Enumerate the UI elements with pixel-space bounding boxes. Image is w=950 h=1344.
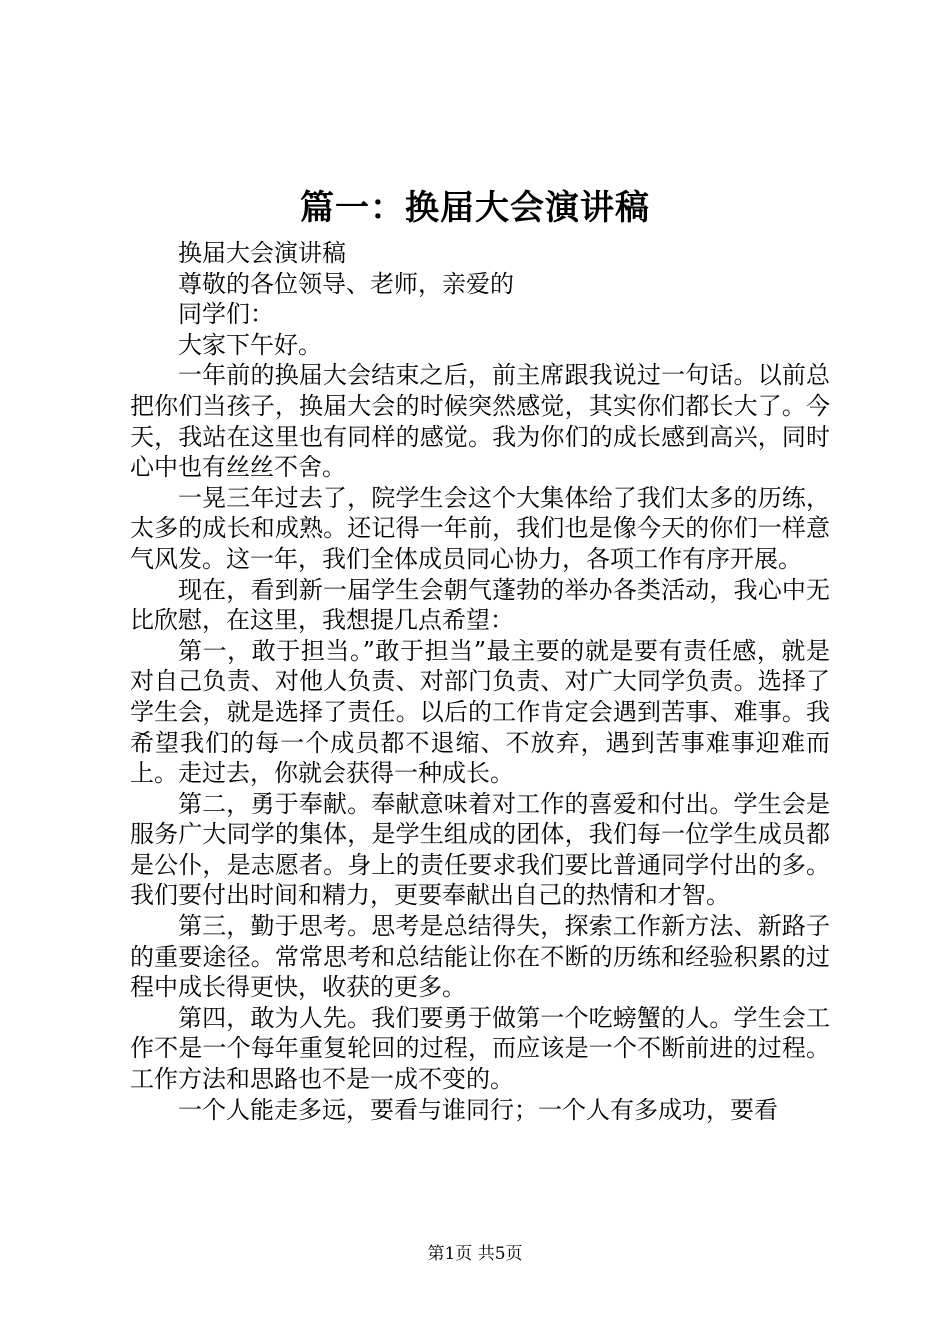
paragraph: 一个人能走多远，要看与谁同行；一个人有多成功，要看 [178,1095,778,1124]
paragraph: 第四，敢为人先。我们要勇于做第一个吃螃蟹的人。学生会工作不是一个每年重复轮回的过程，而应该是一个不断前进的过程。工作方法和思路也不是一成不变的。 [130,1003,830,1094]
document-body [130,238,830,1125]
paragraph: 同学们： [178,300,274,329]
paragraph: 尊敬的各位领导、老师，亲爱的 [178,269,514,298]
paragraph: 一晃三年过去了，院学生会这个大集体给了我们太多的历练，太多的成长和成熟。还记得一年前，我们也是像今天的你们一样意气风发。这一年，我们全体成员同心协力，各项工作有序开展。 [130,483,830,573]
paragraph: 现在，看到新一届学生会朝气蓬勃的举办各类活动，我心中无比欣慰，在这里，我想提几点希望： [130,575,830,635]
paragraph: 第一，敢于担当。”敢于担当”最主要的就是要有责任感，就是对自己负责、对他人负责、对部门负责、对广大同学负责。选择了学生会，就是选择了责任。以后的工作肯定会遇到苦事、难事。我希望我们的每一个成员都不退缩、不放弃，遇到苦事难事迎难而上。走过去，你就会获得一种成长。 [130,636,830,788]
paragraph: 第二，勇于奉献。奉献意味着对工作的喜爱和付出。学生会是服务广大同学的集体，是学生组成的团体，我们每一位学生成员都是公仆，是志愿者。身上的责任要求我们要比普通同学付出的多。我们要付出时间和精力，更要奉献出自己的热情和才智。 [130,789,830,910]
paragraph: 第三，勤于思考。思考是总结得失，探索工作新方法、新路子的重要途径。常常思考和总结能让你在不断的历练和经验积累的过程中成长得更快，收获的更多。 [130,912,830,1002]
paragraph: 大家下午好。 [178,330,322,359]
paragraph: 一年前的换届大会结束之后，前主席跟我说过一句话。以前总把你们当孩子，换届大会的时候突然感觉，其实你们都长大了。今天，我站在这里也有同样的感觉。我为你们的成长感到高兴，同时心中也有丝丝不舍。 [130,361,830,482]
document-title: 篇一：换届大会演讲稿 [300,188,650,228]
page-footer: 第1页 共5页 [427,1244,523,1264]
paragraph: 换届大会演讲稿 [178,239,346,267]
